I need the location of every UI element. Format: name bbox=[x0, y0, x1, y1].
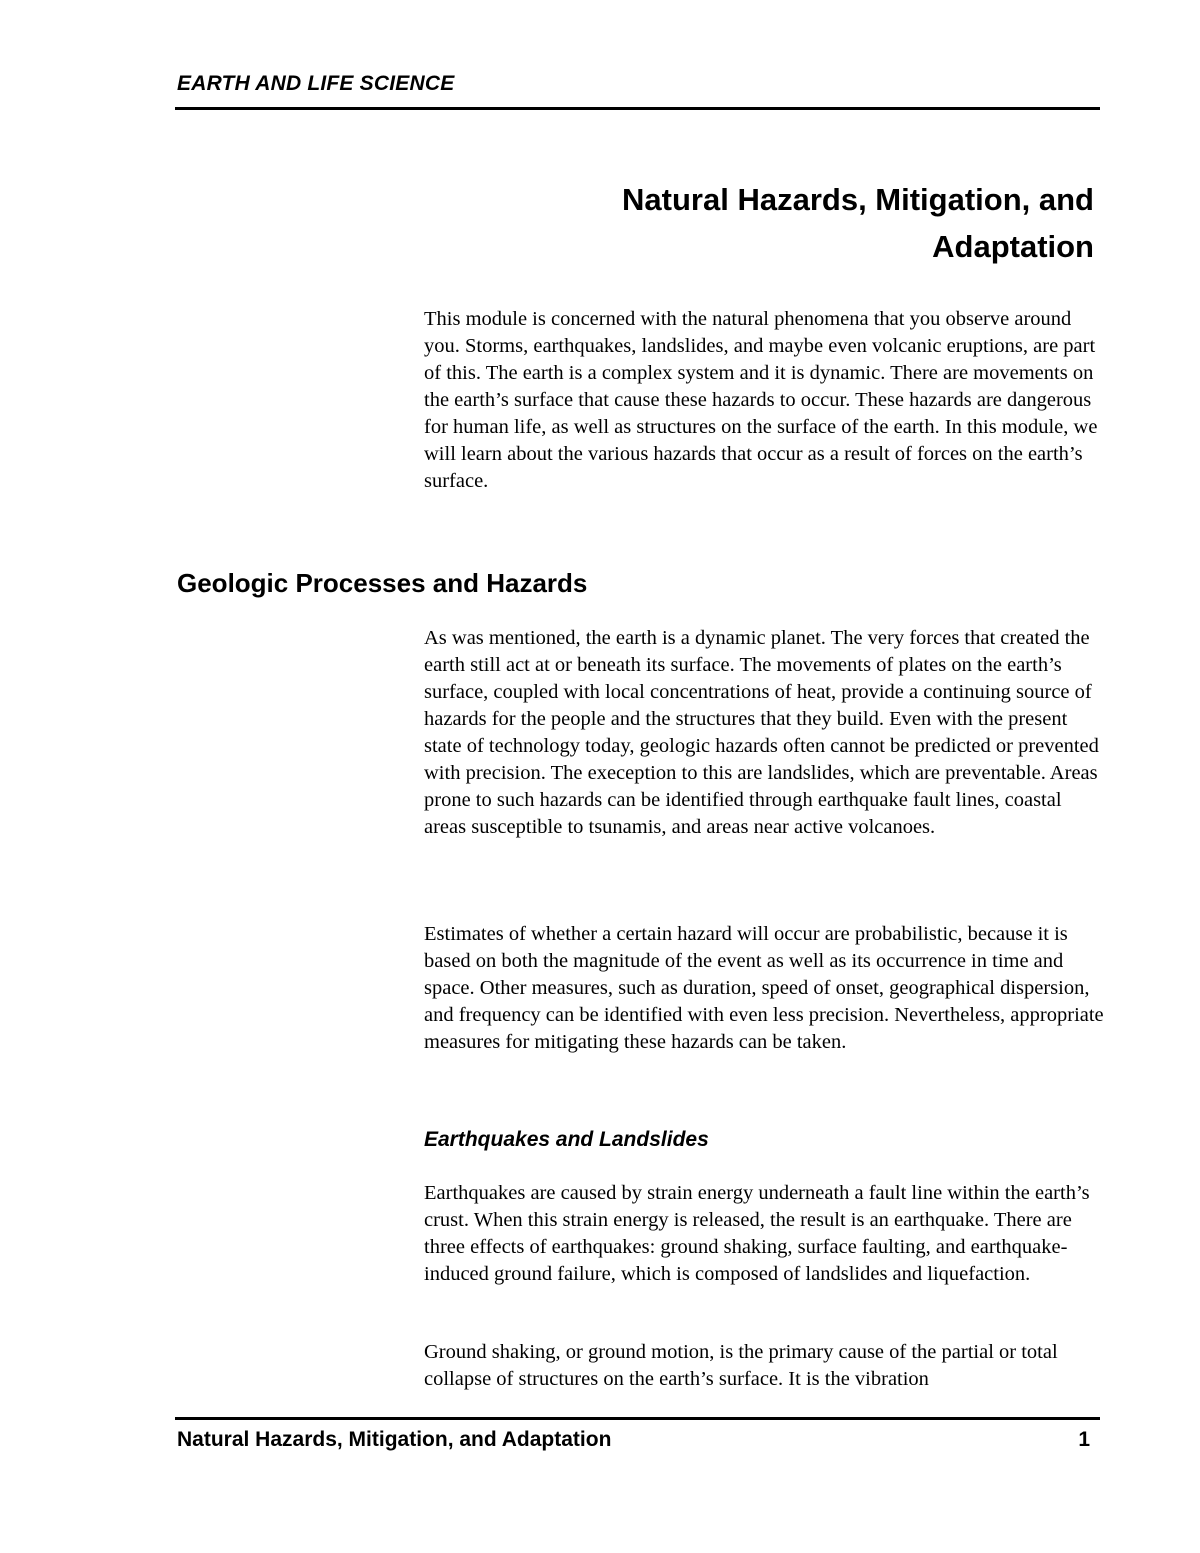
subsection-paragraph-1: Earthquakes are caused by strain energy underneath a fault line within the earth’s crust. When this strain energy is released, the result is an earthquake. There are three effects of earthquakes: ground shaking, surface faulting, and earthquake-induced ground failure, which is composed of landslides and liquefaction. bbox=[424, 1182, 1090, 1285]
document-title-line-2: Adaptation bbox=[932, 229, 1094, 264]
section-paragraph-1: As was mentioned, the earth is a dynamic planet. The very forces that created the earth still act at or beneath its surface. The movements of plates on the earth’s surface, coupled with local concentrations of heat, provide a continuing source of hazards for the people and the structures that they build. Even with the present state of technology today, geologic hazards often cannot be predicted or prevented with precision. The exeception to this are landslides, which are preventable. Areas prone to such hazards can be identified through earthquake fault lines, coastal areas susceptible to tsunamis, and areas near active volcanoes. bbox=[424, 627, 1099, 838]
header-rule bbox=[175, 107, 1100, 110]
document-title-line-1: Natural Hazards, Mitigation, and bbox=[622, 182, 1094, 217]
section-heading: Geologic Processes and Hazards bbox=[177, 568, 588, 598]
footer-title: Natural Hazards, Mitigation, and Adaptation bbox=[177, 1428, 612, 1451]
section-paragraph-2: Estimates of whether a certain hazard will occur are probabilistic, because it is based on both the magnitude of the event as well as its occurrence in time and space. Other measures, such as duration, speed of onset, geographical dispersion, and frequency can be identified with even less precision. Nevertheless, appropriate measures for mitigating these hazards can be taken. bbox=[424, 923, 1104, 1053]
document-title bbox=[454, 176, 1094, 270]
subsection-paragraph-2: Ground shaking, or ground motion, is the primary cause of the partial or total collapse of structures on the earth’s surface. It is the vibration bbox=[424, 1341, 1058, 1390]
subsection-heading: Earthquakes and Landslides bbox=[424, 1128, 709, 1151]
footer-rule bbox=[175, 1417, 1100, 1420]
page-number: 1 bbox=[1078, 1428, 1090, 1451]
intro-paragraph: This module is concerned with the natural phenomena that you observe around you. Storms, earthquakes, landslides, and maybe even volcanic eruptions, are part of this. The earth is a complex system and it is dynamic. There are movements on the earth’s surface that cause these hazards to occur. These hazards are dangerous for human life, as well as structures on the surface of the earth. In this module, we will learn about the various hazards that occur as a result of forces on the earth’s surface. bbox=[424, 308, 1098, 492]
running-header: EARTH AND LIFE SCIENCE bbox=[177, 72, 455, 95]
